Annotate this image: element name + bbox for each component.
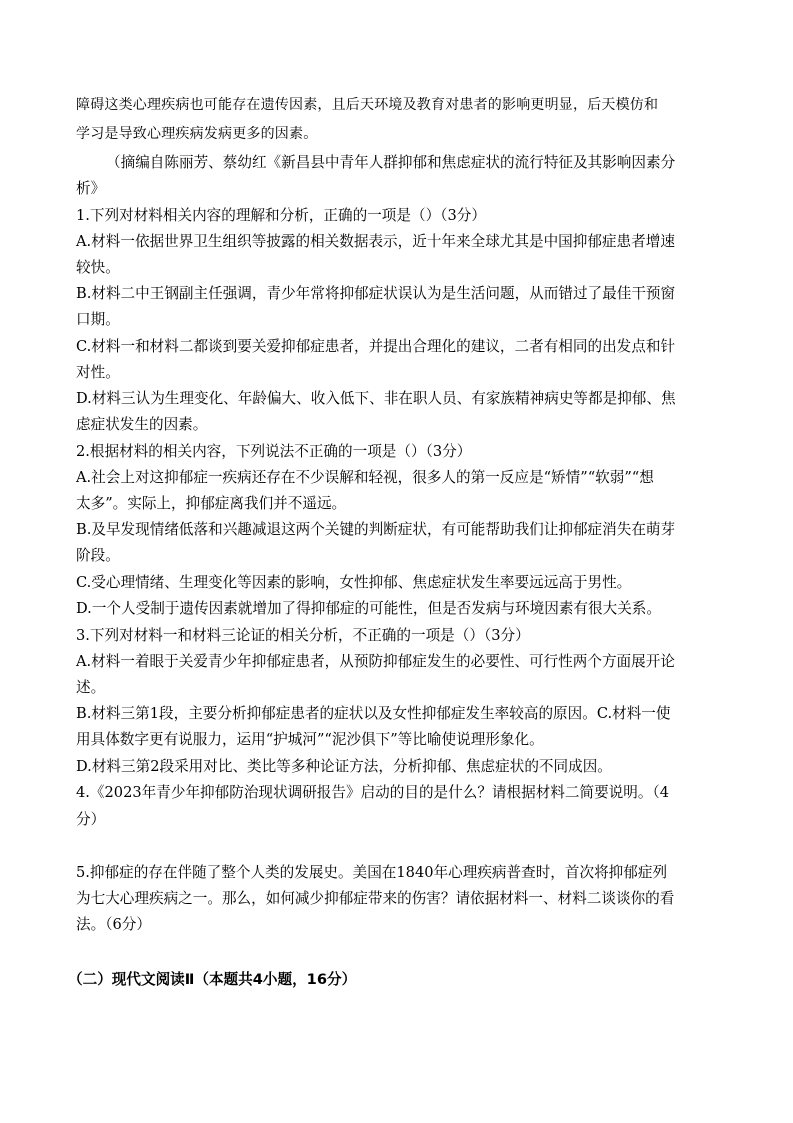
question-1-option-d: D.材料三认为生理变化、年龄偏大、收入低下、非在职人员、有家族精神病史等都是抑郁、焦	[76, 390, 676, 407]
question-3-option-a: A.材料一着眼于关爱青少年抑郁症患者，从预防抑郁症发生的必要性、可行性两个方面展开论	[76, 653, 675, 670]
question-1-option-a: A.材料一依据世界卫生组织等披露的相关数据表示，近十年来全球尤其是中国抑郁症患者增速	[76, 233, 675, 250]
question-1-option-c: C.材料一和材料二都谈到要关爱抑郁症患者，并提出合理化的建议，二者有相同的出发点和针	[76, 338, 676, 355]
question-2-option-a-cont: 太多”。实际上，抑郁症离我们并不遥远。	[76, 495, 347, 512]
question-3-option-d: D.材料三第2段采用对比、类比等多种论证方法，分析抑郁、焦虑症状的不同成因。	[76, 758, 612, 775]
question-1-option-a-cont: 较快。	[76, 259, 120, 276]
question-1-option-b-cont: 口期。	[76, 311, 120, 328]
question-1-option-b: B.材料二中王钢副主任强调，青少年常将抑郁症状误认为是生活问题，从而错过了最佳干预窗	[76, 285, 676, 302]
question-2-option-a: A.社会上对这抑郁症一疾病还存在不少误解和轻视，很多人的第一反应是“矫情”“软弱”“想	[76, 469, 654, 486]
question-4-stem-cont: 分）	[76, 811, 106, 828]
question-5-stem-cont2: 法。（6分）	[76, 916, 151, 933]
question-1-option-c-cont: 对性。	[76, 364, 120, 381]
question-3-option-b: B.材料三第1段，主要分析抑郁症患者的症状以及女性抑郁症发生率较高的原因。C.材料一使	[76, 705, 671, 722]
question-2-option-d: D.一个人受制于遗传因素就增加了得抑郁症的可能性，但是否发病与环境因素有很大关系。	[76, 600, 661, 617]
question-1-stem: 1.下列对材料相关内容的理解和分析，正确的一项是（）（3分）	[76, 207, 486, 224]
question-1-option-d-cont: 虑症状发生的因素。	[76, 416, 208, 433]
passage-line: 障碍这类心理疾病也可能存在遗传因素，且后天环境及教育对患者的影响更明显，后天模仿和	[76, 97, 659, 113]
question-3-option-a-cont: 述。	[76, 679, 106, 696]
source-citation-cont: 析》	[76, 180, 106, 197]
question-2-option-b-cont: 阶段。	[76, 547, 120, 564]
question-2-option-b: B.及早发现情绪低落和兴趣减退这两个关键的判断症状，有可能帮助我们让抑郁症消失在萌芽	[76, 521, 676, 538]
question-3-stem: 3.下列对材料一和材料三论证的相关分析，不正确的一项是（）（3分）	[76, 627, 530, 644]
question-4-stem: 4.《2023年青少年抑郁防治现状调研报告》启动的目的是什么？请根据材料二简要说明。（4	[76, 784, 670, 801]
question-5-stem-cont: 为七大心理疾病之一。那么，如何减少抑郁症带来的伤害？请依据材料一、材料二谈谈你的看	[76, 890, 675, 907]
question-2-stem: 2.根据材料的相关内容，下列说法不正确的一项是（）（3分）	[76, 443, 472, 460]
question-2-option-c: C.受心理情绪、生理变化等因素的影响，女性抑郁、焦虑症状发生率要远远高于男性。	[76, 574, 632, 591]
question-5-stem: 5.抑郁症的存在伴随了整个人类的发展史。美国在1840年心理疾病普查时，首次将抑郁症列	[76, 864, 668, 881]
source-citation: （摘编自陈丽芳、蔡幼红《新昌县中青年人群抑郁和焦虑症状的流行特征及其影响因素分	[106, 154, 676, 171]
question-3-option-c-cont: 用具体数字更有说服力，运用“护城河”“泥沙俱下”等比喻使说理形象化。	[76, 731, 544, 748]
passage-line: 学习是导致心理疾病发病更多的因素。	[76, 126, 318, 142]
section-heading: （二）现代文阅读Ⅱ（本题共4小题，16分）	[68, 971, 357, 988]
